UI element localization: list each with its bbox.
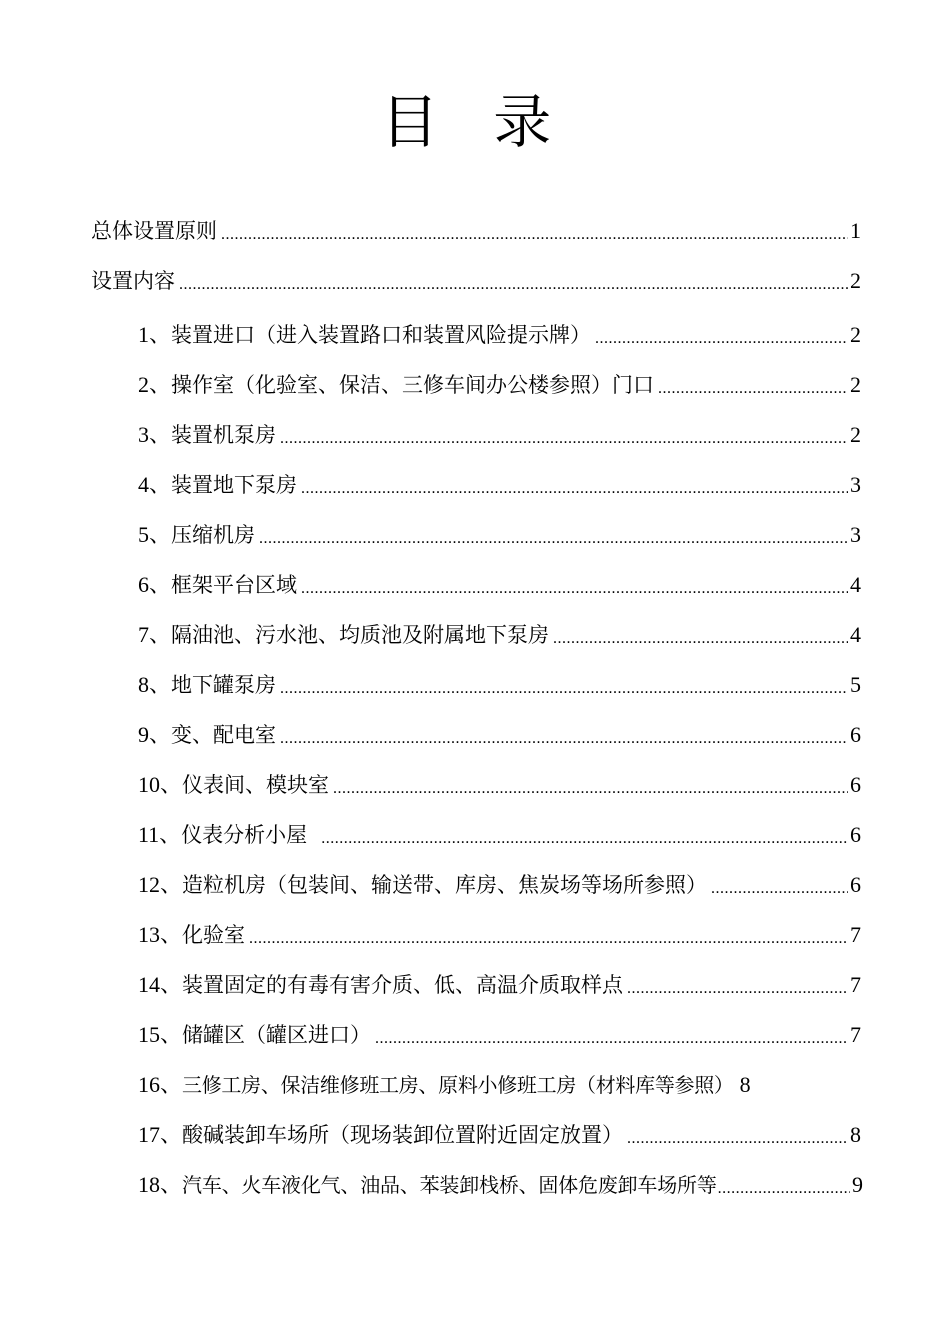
toc-entry-6[interactable] — [138, 570, 861, 600]
toc-page-number: 2 — [850, 422, 861, 447]
toc-entry-13[interactable] — [138, 920, 861, 950]
toc-entry-label: 总体设置原则 — [91, 219, 217, 243]
toc-leader-dots — [307, 828, 848, 850]
toc-entry-label: 压缩机房 — [171, 523, 256, 547]
toc-entry-label: 仪表分析小屋 — [181, 823, 308, 847]
toc-entry-8[interactable] — [138, 670, 861, 700]
toc-leader-dots — [549, 628, 848, 650]
toc-entry-number: 11、 — [138, 822, 182, 847]
toc-entry-16[interactable] — [138, 1070, 870, 1100]
toc-entry-label: 框架平台区域 — [171, 573, 298, 597]
toc-entry-number: 10、 — [138, 772, 183, 797]
toc-entry-18[interactable] — [138, 1170, 863, 1200]
toc-page-number: 7 — [850, 972, 861, 997]
toc-leader-dots — [717, 1178, 850, 1200]
toc-leader-dots — [371, 1028, 848, 1050]
toc-page-number: 3 — [850, 472, 861, 497]
toc-entry-number: 6、 — [138, 572, 172, 597]
toc-page-number: 6 — [850, 772, 861, 797]
toc-page-number: 6 — [850, 872, 861, 897]
toc-leader-dots — [654, 378, 848, 400]
toc-page-number: 8 — [739, 1072, 751, 1097]
toc-entry-number: 17、 — [138, 1122, 183, 1147]
toc-entry-7[interactable] — [138, 620, 861, 650]
toc-entry-label: 化验室 — [182, 923, 246, 947]
toc-leader-dots — [707, 878, 848, 900]
toc-leader-dots — [623, 1128, 848, 1150]
toc-leader-dots — [329, 778, 848, 800]
toc-entry-number: 3、 — [138, 422, 172, 447]
toc-entry-number: 5、 — [138, 522, 172, 547]
toc-entry-14[interactable] — [138, 970, 861, 1000]
toc-page-number: 6 — [850, 722, 861, 747]
toc-entry-label: 装置机泵房 — [171, 423, 277, 447]
page-title: 目 录 — [380, 88, 570, 156]
toc-entry-label: 设置内容 — [91, 269, 175, 293]
toc-entry-10[interactable] — [138, 770, 861, 800]
toc-leader-dots — [175, 274, 848, 296]
toc-entry-9[interactable] — [138, 720, 861, 750]
toc-entry-number: 8、 — [138, 672, 172, 697]
toc-entry-label: 地下罐泵房 — [171, 673, 277, 697]
toc-page-number: 4 — [850, 572, 861, 597]
toc-entry-label: 仪表间、模块室 — [182, 773, 330, 797]
toc-entry-number: 4、 — [138, 472, 172, 497]
toc-leader-dots — [591, 328, 848, 350]
toc-entry-label: 造粒机房（包装间、输送带、库房、焦炭场等场所参照） — [182, 873, 708, 897]
toc-entry-label: 装置固定的有毒有害介质、低、高温介质取样点 — [182, 973, 624, 997]
toc-entry-label: 装置进口（进入装置路口和装置风险提示牌） — [171, 323, 592, 347]
toc-leader-dots — [623, 978, 848, 1000]
toc-leader-dots — [245, 928, 848, 950]
toc-leader-dots — [297, 578, 848, 600]
toc-entry-number: 12、 — [138, 872, 183, 897]
toc-leader-dots — [255, 528, 848, 550]
toc-entry-label: 操作室（化验室、保洁、三修车间办公楼参照）门口 — [171, 373, 655, 397]
toc-entry-label: 隔油池、污水池、均质池及附属地下泵房 — [171, 623, 550, 647]
toc-entry-2[interactable] — [138, 370, 861, 400]
toc-entry-12[interactable] — [138, 870, 861, 900]
toc-entry-label: 装置地下泵房 — [171, 473, 298, 497]
toc-entry-number: 9、 — [138, 722, 172, 747]
toc-page-number: 9 — [852, 1172, 863, 1197]
toc-entry-setup-content[interactable] — [91, 266, 861, 296]
toc-page-number: 2 — [850, 268, 861, 293]
toc-leader-dots — [217, 224, 848, 246]
toc-page-number: 3 — [850, 522, 861, 547]
toc-leader-dots — [276, 428, 848, 450]
toc-page-number: 6 — [850, 822, 861, 847]
toc-leader-dots — [276, 678, 848, 700]
toc-entry-number: 16、 — [138, 1072, 183, 1097]
toc-page-number: 7 — [850, 922, 861, 947]
toc-page-number: 2 — [850, 322, 861, 347]
toc-entry-number: 1、 — [138, 322, 172, 347]
toc-page-number: 2 — [850, 372, 861, 397]
toc-entry-4[interactable] — [138, 470, 861, 500]
toc-entry-number: 2、 — [138, 372, 172, 397]
toc-entry-label: 酸碱装卸车场所（现场装卸位置附近固定放置） — [182, 1123, 624, 1147]
toc-entry-number: 7、 — [138, 622, 172, 647]
toc-entry-label: 汽车、火车液化气、油品、苯装卸栈桥、固体危废卸车场所等 — [182, 1173, 717, 1197]
toc-entry-number: 13、 — [138, 922, 183, 947]
toc-page-number: 4 — [850, 622, 861, 647]
toc-page-number: 1 — [850, 218, 861, 243]
toc-entry-label: 三修工房、保洁维修班工房、原料小修班工房（材料库等参照） — [182, 1073, 734, 1097]
toc-entry-15[interactable] — [138, 1020, 861, 1050]
toc-page-number: 8 — [850, 1122, 861, 1147]
toc-entry-5[interactable] — [138, 520, 861, 550]
toc-entry-11[interactable] — [138, 820, 861, 850]
toc-entry-label: 储罐区（罐区进口） — [182, 1023, 372, 1047]
toc-entry-17[interactable] — [138, 1120, 861, 1150]
toc-entry-number: 15、 — [138, 1022, 183, 1047]
toc-leader-dots — [276, 728, 848, 750]
toc-page-number: 7 — [850, 1022, 861, 1047]
toc-entry-1[interactable] — [138, 320, 861, 350]
toc-entry-general-principles[interactable] — [91, 216, 861, 246]
toc-leader-dots — [297, 478, 848, 500]
toc-entry-label: 变、配电室 — [171, 723, 277, 747]
toc-entry-3[interactable] — [138, 420, 861, 450]
toc-entry-number: 18、 — [138, 1172, 183, 1197]
toc-entry-number: 14、 — [138, 972, 183, 997]
toc-page-number: 5 — [850, 672, 861, 697]
